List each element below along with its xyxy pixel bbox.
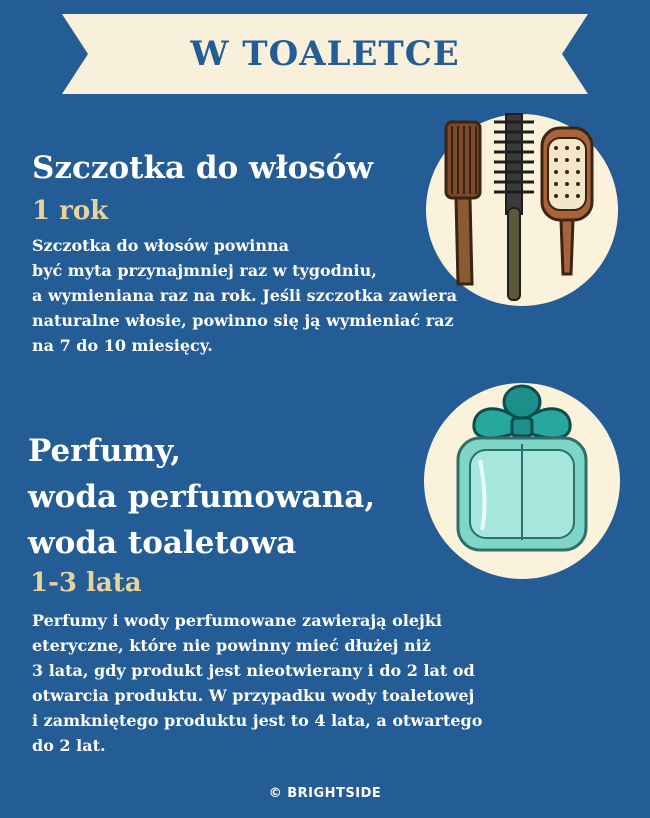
footer-credit: © BRIGHTSIDE	[268, 786, 382, 801]
perfume-bottle-icon	[436, 380, 608, 560]
section1-title: Szczotka do włosów	[32, 150, 374, 186]
section2-title-line: woda toaletowa	[28, 525, 297, 561]
section2-title-line: Perfumy,	[28, 433, 182, 469]
section2-title	[28, 428, 375, 566]
description-line: 3 lata, gdy produkt jest nieotwierany i do 2 lat od	[32, 661, 475, 680]
section2-description	[32, 608, 482, 758]
description-line: a wymieniana raz na rok. Jeśli szczotka zawiera	[32, 286, 457, 305]
section2-title-line: woda perfumowana,	[28, 479, 376, 515]
description-line: Perfumy i wody perfumowane zawierają olejki	[32, 611, 442, 630]
title-banner	[62, 14, 588, 94]
description-line: otwarcia produktu. W przypadku wody toaletowej	[32, 686, 475, 705]
description-line: do 2 lat.	[32, 736, 106, 755]
section1-duration: 1 rok	[32, 196, 109, 226]
hairbrush-icon	[436, 108, 606, 304]
description-line: być myta przynajmniej raz w tygodniu,	[32, 261, 377, 280]
description-line: eteryczne, które nie powinny mieć dłużej niż	[32, 636, 431, 655]
description-line: na 7 do 10 miesięcy.	[32, 336, 213, 355]
section1-description	[32, 233, 457, 358]
section2-duration: 1-3 lata	[30, 568, 142, 598]
description-line: naturalne włosie, powinno się ją wymieniać raz	[32, 311, 454, 330]
description-line: Szczotka do włosów powinna	[32, 236, 289, 255]
description-line: i zamkniętego produktu jest to 4 lata, a otwartego	[32, 711, 483, 730]
page-title: W TOALETCE	[190, 34, 460, 74]
